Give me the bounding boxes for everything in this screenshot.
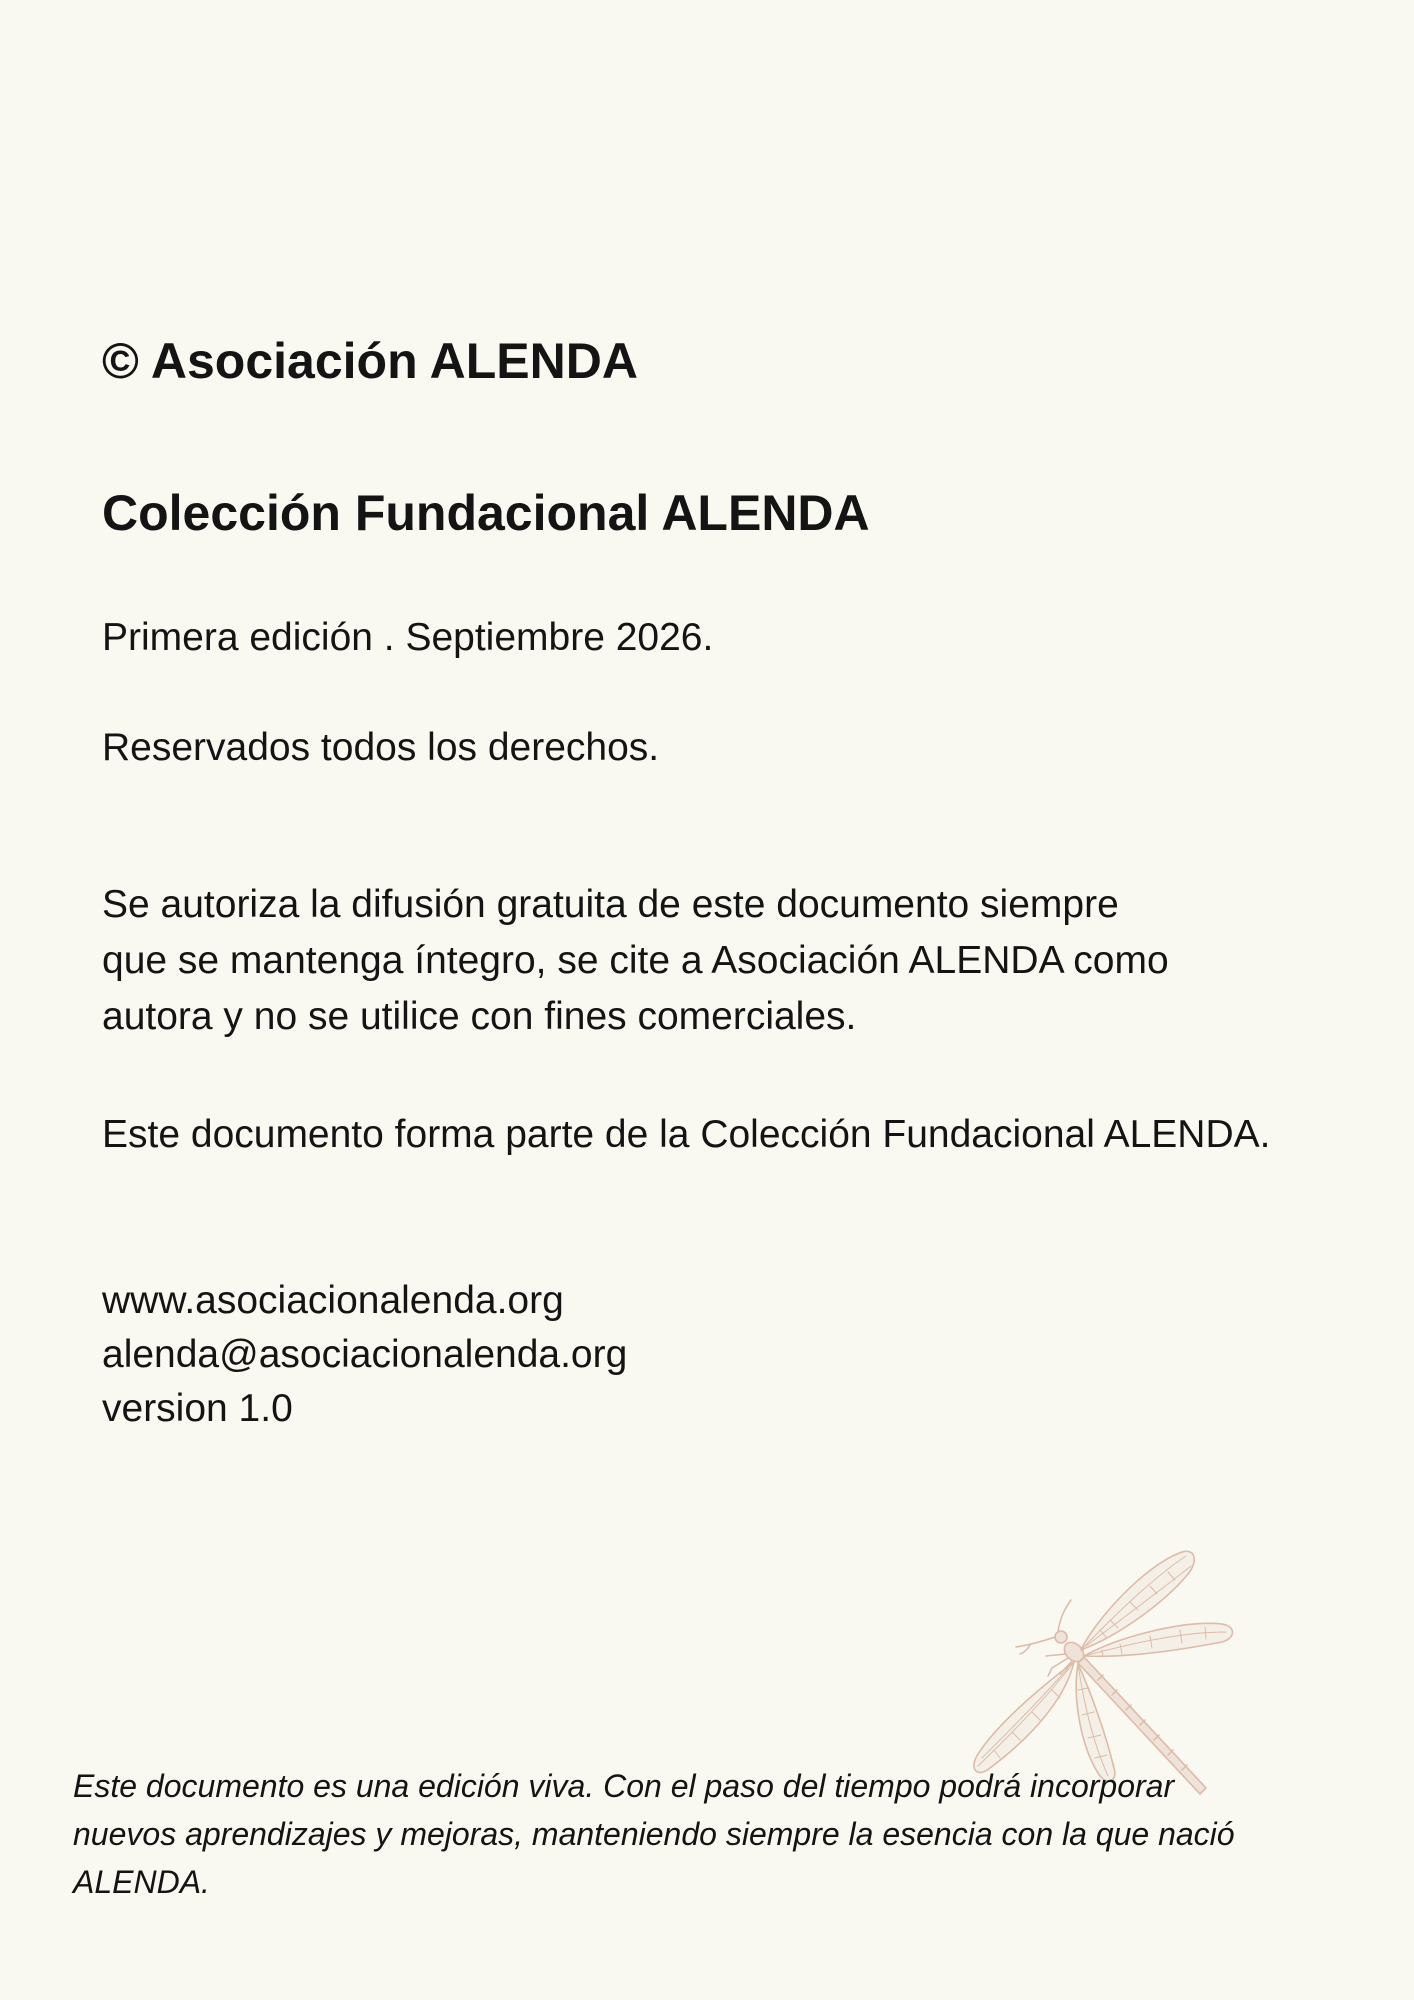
footer-note xyxy=(73,1762,1235,1906)
dragonfly-wing-lower-left xyxy=(974,1662,1074,1772)
collection-note: Este documento forma parte de la Colección Fundacional ALENDA. xyxy=(102,1113,1271,1156)
footer-line: Este documento es una edición viva. Con el paso del tiempo podrá incorporar xyxy=(73,1768,1175,1804)
version-text: version 1.0 xyxy=(102,1387,293,1430)
rights-line: Reservados todos los derechos. xyxy=(102,726,660,769)
website-text: www.asociacionalenda.org xyxy=(102,1279,564,1322)
footer-line: ALENDA. xyxy=(73,1864,210,1900)
copyright-heading: © Asociación ALENDA xyxy=(102,333,638,389)
license-line: que se mantenga íntegro, se cite a Asociación ALENDA como xyxy=(102,939,1169,982)
dragonfly-antennae xyxy=(1016,1600,1071,1654)
dragonfly-head xyxy=(1055,1631,1067,1643)
license-line: Se autoriza la difusión gratuita de este documento siempre xyxy=(102,883,1119,926)
license-paragraph xyxy=(102,877,1169,1045)
edition-line: Primera edición . Septiembre 2026. xyxy=(102,616,714,659)
contact-info xyxy=(102,1274,627,1436)
license-line: autora y no se utilice con fines comerciales. xyxy=(102,995,857,1038)
email-text: alenda@asociacionalenda.org xyxy=(102,1333,628,1376)
footer-line: nuevos aprendizajes y mejoras, manteniendo siempre la esencia con la que nació xyxy=(73,1816,1235,1852)
collection-title: Colección Fundacional ALENDA xyxy=(102,485,870,541)
